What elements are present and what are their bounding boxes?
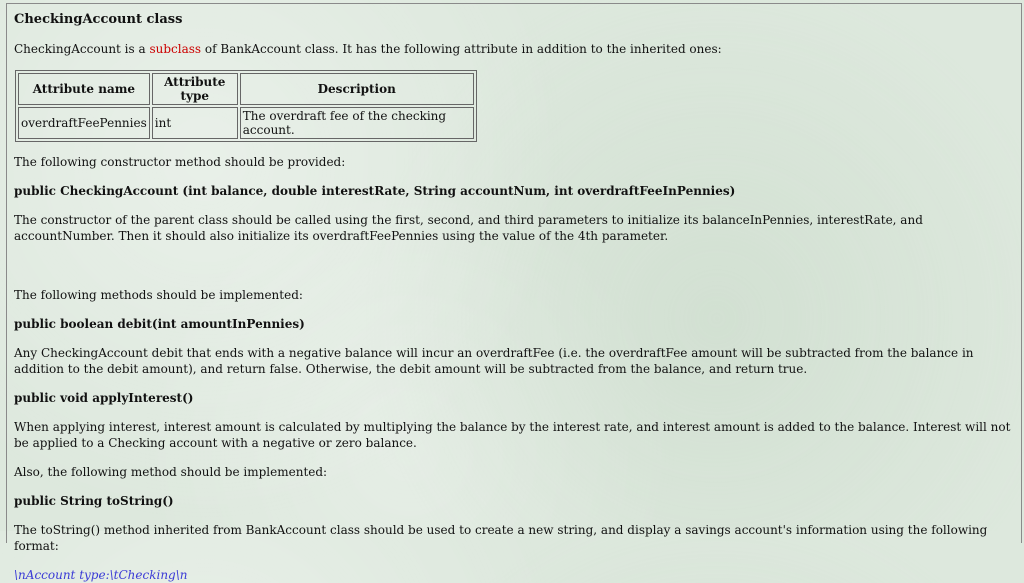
debit-signature: public boolean debit(int amountInPennies)	[14, 317, 305, 331]
intro-text-after: of BankAccount class. It has the following attribute in addition to the inherited ones:	[201, 42, 722, 56]
constructor-intro: The following constructor method should be provided:	[14, 155, 346, 169]
constructor-description: The constructor of the parent class should be called using the first, second, and third parameters to initialize its balanceInPennies, interestRate, and accountNumber. Then it should also initialize its overdraftFeePennies using the value of the 4th parameter.	[14, 213, 923, 243]
document-content	[14, 12, 1014, 583]
spacer	[14, 257, 1014, 287]
apply-interest-signature: public void applyInterest()	[14, 391, 194, 405]
methods-intro: The following methods should be implemented:	[14, 288, 303, 302]
header-description: Description	[240, 73, 474, 105]
format-line-partial: \nAccount type:\tChecking\n	[14, 568, 188, 582]
attribute-table	[15, 70, 477, 142]
intro-paragraph	[14, 41, 1014, 57]
debit-description: Any CheckingAccount debit that ends with a negative balance will incur an overdraftFee (i.e. the overdraftFee amount will be subtracted from the balance in addition to the debit amount), and return false. Otherwise, the debit amount will be subtracted from the balance, and return true.	[14, 346, 974, 376]
constructor-signature: public CheckingAccount (int balance, double interestRate, String accountNum, int overdraftFeeInPennies)	[14, 184, 736, 198]
cell-attribute-type: int	[152, 107, 238, 139]
subclass-link[interactable]: subclass	[149, 42, 202, 56]
header-attribute-type: Attribute type	[152, 73, 238, 105]
table-row	[18, 107, 474, 139]
also-intro: Also, the following method should be implemented:	[14, 465, 328, 479]
tostring-description: The toString() method inherited from BankAccount class should be used to create a new string, and display a savings account's information using the following format:	[14, 523, 988, 553]
section-title: CheckingAccount class	[14, 12, 183, 27]
apply-interest-description: When applying interest, interest amount is calculated by multiplying the balance by the interest rate, and interest amount is added to the balance. Interest will not be applied to a Checking account with a negative or zero balance.	[14, 420, 1011, 450]
tostring-signature: public String toString()	[14, 494, 174, 508]
cell-description: The overdraft fee of the checking account.	[240, 107, 474, 139]
cell-attribute-name: overdraftFeePennies	[18, 107, 150, 139]
table-header-row	[18, 73, 474, 105]
intro-text-before: CheckingAccount is a	[14, 42, 150, 56]
header-attribute-name: Attribute name	[18, 73, 150, 105]
